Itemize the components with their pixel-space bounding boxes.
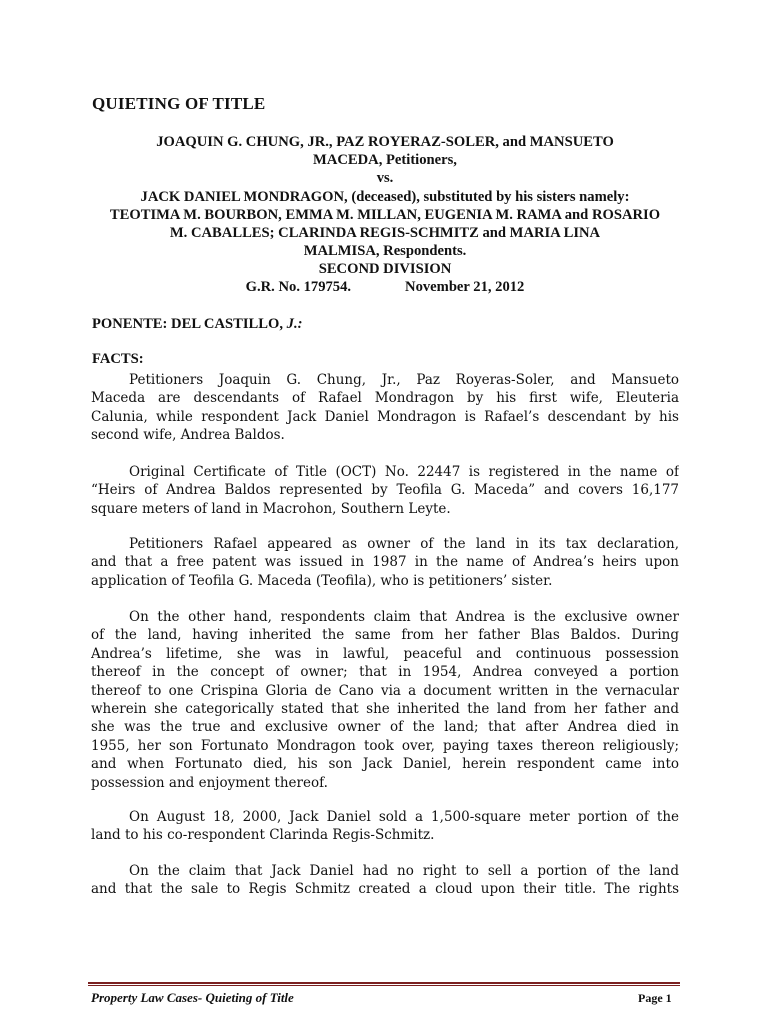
paragraph-line: application of Teofila G. Maceda (Teofila), who is petitioners’ sister. <box>91 572 553 589</box>
ponente-line <box>92 316 302 333</box>
page-number: Page 1 <box>638 991 672 1005</box>
paragraph-line: “Heirs of Andrea Baldos represented by Teofila G. Maceda” and covers 16,177 <box>91 482 679 499</box>
paragraph-line: square meters of land in Macrohon, Southern Leyte. <box>91 500 451 517</box>
caption-line: MALMISA, Respondents. <box>303 243 467 260</box>
ponente-suffix: J.: <box>286 316 303 332</box>
paragraph <box>91 463 679 518</box>
paragraph-line: possession and enjoyment thereof. <box>91 774 328 791</box>
paragraph-line: Original Certificate of Title (OCT) No. 22447 is registered in the name of <box>129 464 679 480</box>
paragraph-line: and that the sale to Regis Schmitz created a cloud upon their title. The rights <box>91 881 679 898</box>
paragraph-line: of the land, having inherited the same from her father Blas Baldos. During <box>91 627 679 644</box>
caption-line: TEOTIMA M. BOURBON, EMMA M. MILLAN, EUGENIA M. RAMA and ROSARIO <box>109 206 661 223</box>
paragraph <box>91 862 679 899</box>
caption-line: M. CABALLES; CLARINDA REGIS-SCHMITZ and MARIA LINA <box>169 225 601 242</box>
paragraph-line: On August 18, 2000, Jack Daniel sold a 1,500-square meter portion of the <box>129 809 679 825</box>
paragraph-line: Petitioners Joaquin G. Chung, Jr., Paz Royeras-Soler, and Mansueto <box>129 372 679 388</box>
paragraph-line: On the claim that Jack Daniel had no right to sell a portion of the land <box>129 863 679 879</box>
paragraph-line: thereof to one Crispina Gloria de Cano via a document written in the vernacular <box>91 682 679 699</box>
paragraph-line: On the other hand, respondents claim that Andrea is the exclusive owner <box>129 609 679 625</box>
paragraph-line: second wife, Andrea Baldos. <box>91 427 285 444</box>
case-caption <box>90 133 680 279</box>
gr-number: G.R. No. 179754. <box>245 279 352 295</box>
paragraph-line: Andrea’s lifetime, she was in lawful, peaceful and continuous possession <box>91 645 679 662</box>
caption-line: SECOND DIVISION <box>318 261 452 278</box>
case-number-line <box>90 279 680 296</box>
paragraph-line: and that a free patent was issued in 1987 in the name of Andrea’s heirs upon <box>91 554 679 571</box>
paragraph-line: wherein she categorically stated that she inherited the land from her father and <box>91 701 679 718</box>
footer-rule <box>88 982 680 986</box>
caption-line: JACK DANIEL MONDRAGON, (deceased), substituted by his sisters namely: <box>140 188 630 205</box>
paragraph-line: she was the true and exclusive owner of the land; that after Andrea died in <box>91 719 679 736</box>
paragraph <box>91 808 679 845</box>
document-title: QUIETING OF TITLE <box>92 94 266 113</box>
paragraph-line: thereof in the concept of owner; that in 1954, Andrea conveyed a portion <box>91 664 679 681</box>
paragraph <box>91 608 679 792</box>
paragraph-line: Maceda are descendants of Rafael Mondragon by his first wife, Eleuteria <box>91 390 679 407</box>
facts-heading: FACTS: <box>92 351 144 367</box>
paragraph-line: Petitioners Rafael appeared as owner of the land in its tax declaration, <box>129 536 679 552</box>
caption-line: MACEDA, Petitioners, <box>313 152 457 169</box>
footer-title: Property Law Cases- Quieting of Title <box>91 990 294 1005</box>
paragraph-line: Calunia, while respondent Jack Daniel Mondragon is Rafael’s descendant by his <box>91 408 679 425</box>
caption-line: JOAQUIN G. CHUNG, JR., PAZ ROYERAZ-SOLER, and MANSUETO <box>156 134 614 150</box>
paragraph <box>91 535 679 590</box>
decision-date: November 21, 2012 <box>405 279 525 295</box>
paragraph <box>91 371 679 445</box>
paragraph-line: land to his co-respondent Clarinda Regis-Schmitz. <box>91 827 435 844</box>
ponente-label: PONENTE: DEL CASTILLO, <box>92 316 283 332</box>
paragraph-line: and when Fortunato died, his son Jack Daniel, herein respondent came into <box>91 756 679 773</box>
caption-line: vs. <box>376 170 394 187</box>
paragraph-line: 1955, her son Fortunato Mondragon took over, paying taxes thereon religiously; <box>91 737 679 754</box>
